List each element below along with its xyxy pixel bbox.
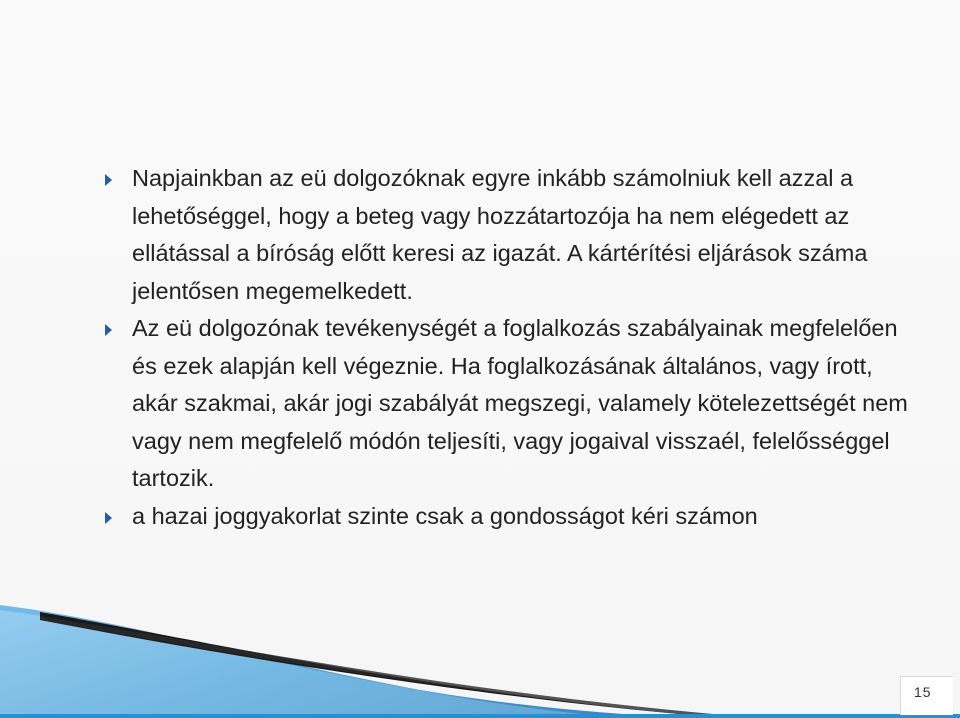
bullet-text-1: Napjainkban az eü dolgozóknak egyre inkább számolniuk kell azzal a lehetőséggel, hogy a beteg vagy hozzátartozója ha nem elégedett az ellátással a bíróság előtt keresi az igazát. A kártérítési eljárások száma jelentősen megemelkedett. [132, 165, 868, 304]
bullet-text-3: a hazai joggyakorlat szinte csak a gondosságot kéri számon [132, 502, 758, 529]
bullet-text-2: Az eü dolgozónak tevékenységét a foglalkozás szabályainak megfelelően és ezek alapján kell végeznie. Ha foglalkozásának általános, vagy írott, akár szakmai, akár jogi szabályát megszegi, valamely kötelezettségét nem vagy nem megfelelő módón teljesíti, vagy jogaival visszaél, felelősséggel tartozik. [132, 315, 908, 491]
page-number: 15 [914, 684, 932, 700]
footer-bar [0, 714, 960, 718]
